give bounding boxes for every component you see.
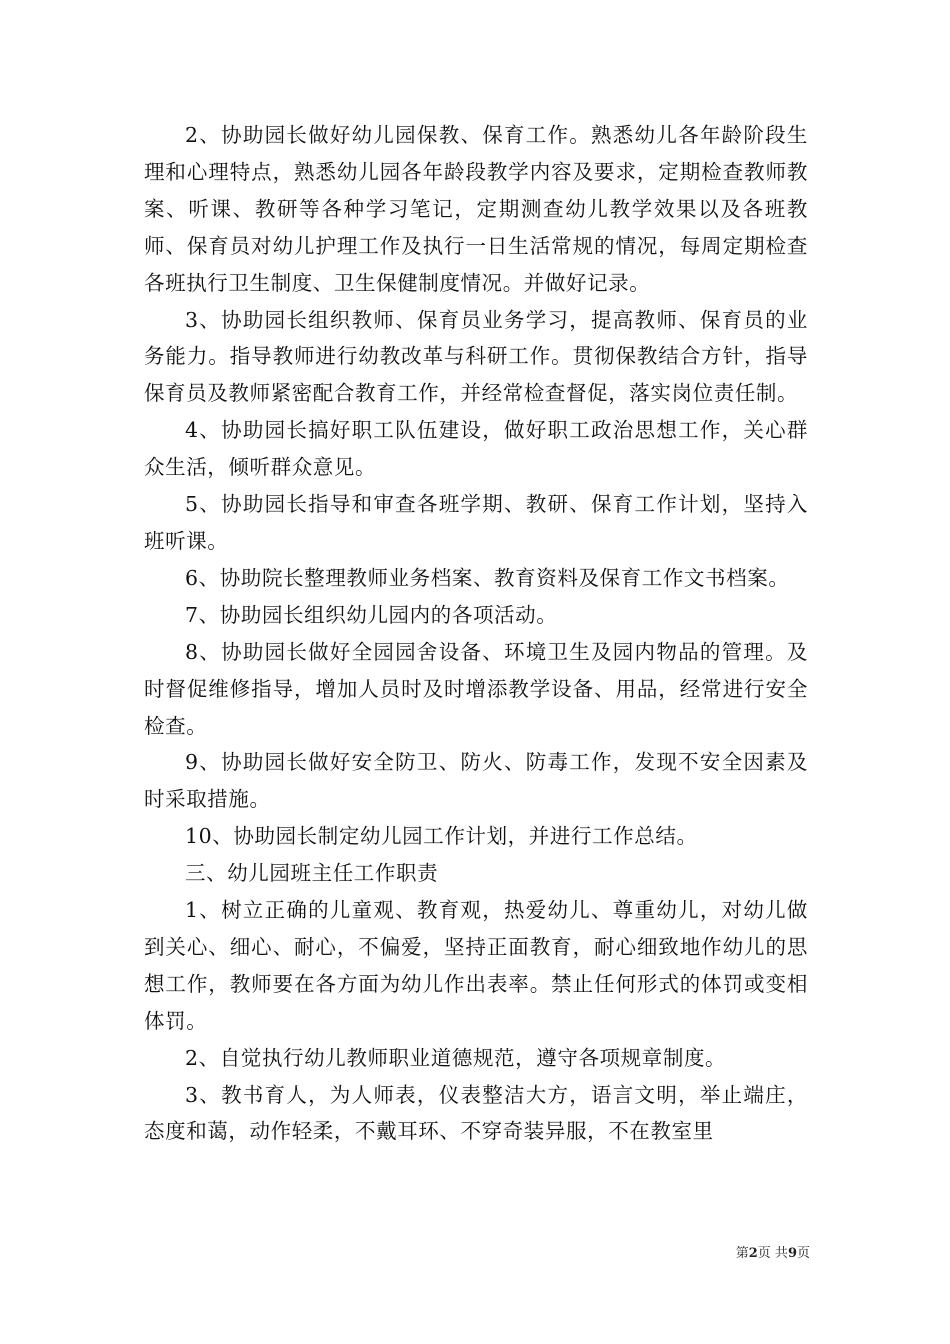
paragraph: 2、协助园长做好幼儿园保教、保育工作。熟悉幼儿各年龄阶段生理和心理特点，熟悉幼儿园各年龄段教学内容及要求，定期检查教师教案、听课、教研等各种学习笔记，定期测查幼儿教学效果以及各班教师、保育员对幼儿护理工作及执行一日生活常规的情况，每周定期检查各班执行卫生制度、卫生保健制度情况。并做好记录。 (144, 123, 808, 295)
paragraph: 2、自觉执行幼儿教师职业道德规范，遵守各项规章制度。 (185, 1045, 727, 1070)
document-body (144, 117, 808, 1150)
section-heading: 三、幼儿园班主任工作职责 (185, 861, 439, 886)
total-page-number: 9 (787, 1246, 797, 1261)
paragraph: 8、协助园长做好全园园舍设备、环境卫生及园内物品的管理。及时督促维修指导，增加人员时及时增添教学设备、用品，经常进行安全检查。 (144, 639, 808, 738)
paragraph: 6、协助院长整理教师业务档案、教育资料及保育工作文书档案。 (185, 565, 790, 590)
current-page-number: 2 (748, 1246, 758, 1261)
paragraph: 3、协助园长组织教师、保育员业务学习，提高教师、保育员的业务能力。指导教师进行幼教改革与科研工作。贯彻保教结合方针，指导保育员及教师紧密配合教育工作，并经常检查督促，落实岗位责任制。 (144, 307, 808, 406)
paragraph: 4、协助园长搞好职工队伍建设，做好职工政治思想工作，关心群众生活，倾听群众意见。 (144, 418, 808, 480)
paragraph: 9、协助园长做好安全防卫、防火、防毒工作，发现不安全因素及时采取措施。 (144, 750, 808, 812)
page-number-footer (700, 1245, 810, 1263)
footer-middle: 页 共 (757, 1246, 788, 1261)
footer-suffix: 页 (796, 1246, 810, 1261)
paragraph: 10、协助园长制定幼儿园工作计划，并进行工作总结。 (185, 824, 698, 849)
paragraph: 7、协助园长组织幼儿园内的各项活动。 (185, 602, 558, 627)
paragraph: 1、树立正确的儿童观、教育观，热爱幼儿、尊重幼儿，对幼儿做到关心、细心、耐心，不偏爱，坚持正面教育，耐心细致地作幼儿的思想工作，教师要在各方面为幼儿作出表率。禁止任何形式的体罚或变相体罚。 (144, 898, 808, 1033)
paragraph: 3、教书育人，为人师表，仪表整洁大方，语言文明，举止端庄，态度和蔼，动作轻柔，不戴耳环、不穿奇装异服，不在教室里 (144, 1082, 808, 1144)
footer-prefix: 第 (735, 1246, 749, 1261)
paragraph: 5、协助园长指导和审查各班学期、教研、保育工作计划，坚持入班听课。 (144, 492, 808, 553)
